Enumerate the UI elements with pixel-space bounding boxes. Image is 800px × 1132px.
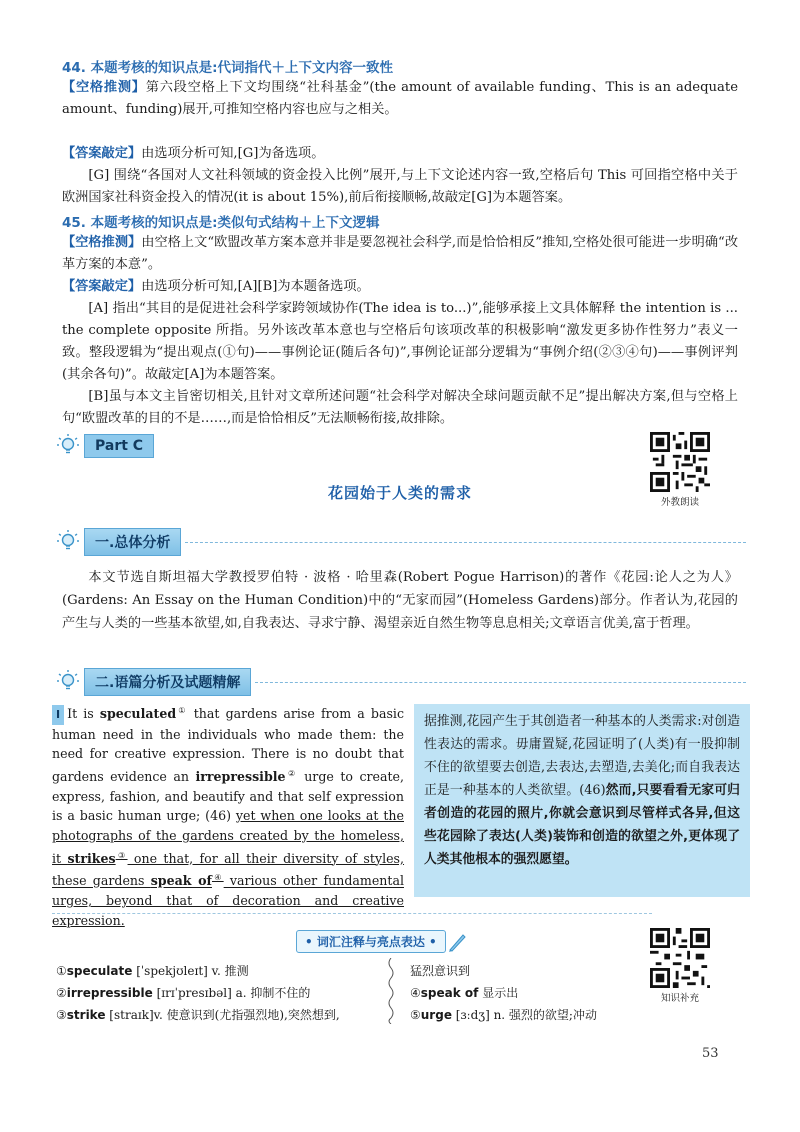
q45-guess-text: 由空格上文“欧盟改革方案本意并非是要忽视社会科学,而是恰恰相反”推知,空格处很可能进一步明确“改革方案的本意”。	[62, 235, 739, 272]
lightbulb-icon	[56, 433, 80, 459]
translation-question-46-text: 然而,只要看看无家可归者创造的花园的照片,你就会意识到尽管样式各异,但这些花园除了表达(人类)装饰和创造的欲望之外,更体现了人类其他根本的强烈愿望。	[424, 783, 740, 867]
passage-text: It is	[67, 706, 100, 722]
q45-answer-text: 由选项分析可知,[A][B]为本题备选项。	[141, 279, 370, 294]
page-number: 53	[702, 1046, 719, 1061]
q44-guess-paragraph	[62, 77, 738, 121]
part-c-header	[56, 433, 154, 459]
passage-text: that gardens arise from a basic human need in the individuals who made them: the need for creative expression. There is no doubt that gardens evidence an	[52, 706, 404, 785]
q44-explain-paragraph: [G] 围绕“各国对人文社科领域的资金投入比例”展开,与上下文论述内容一致,空格后句 This 可回指空格中关于欧洲国家社科资金投入的情况(it is about 15%),前后衔接顺畅,故敲定[G]为本题答案。	[62, 168, 738, 205]
q44-answer-tag: 【答案敲定】	[62, 146, 142, 161]
vocab-entry: ①speculate [ˈspekjʊleɪt] v. 推测	[56, 964, 249, 978]
underlined-question-46-text: yet when one looks at the photographs of the gardens created by the homeless, it	[52, 808, 404, 866]
part-c-label: Part C	[84, 434, 154, 458]
section-divider	[255, 682, 746, 683]
vocab-entry: ⑤urge [ɜːdʒ] n. 强烈的欲望;冲动	[410, 1008, 597, 1022]
section-discourse-analysis-label: 二.语篇分析及试题精解	[84, 668, 251, 696]
pen-icon	[446, 931, 468, 953]
q45-option-b-paragraph: [B]虽与本文主旨密切相关,且针对文章所述问题“社会科学对解决全球问题贡献不足”提出解决方案,但与空格上句“欧盟改革的目的不是……,而是恰恰相反”无法顺畅衔接,故排除。	[62, 389, 738, 426]
passage-text: urge to create, express, fashion, and beautify and that self expression is a basic human urge; (46)	[52, 769, 405, 824]
q45-guess-tag: 【空格推测】	[62, 235, 142, 250]
q44-guess-text: 第六段空格上下文均围绕“社科基金”(the amount of available funding、This is an adequate amount、funding)展开,可推知空格内容也应与之相关。	[62, 80, 738, 117]
underlined-question-46-text: one that, for all their diversity of styles, these gardens	[52, 850, 405, 889]
q45-heading: 45. 本题考核的知识点是:类似句式结构＋上下文逻辑	[62, 215, 380, 231]
q45-answer-paragraph	[62, 276, 738, 298]
q45-guess-paragraph	[62, 232, 738, 276]
chinese-translation-box	[414, 704, 750, 897]
vocab-entry-continuation: 猛烈意识到	[410, 964, 471, 978]
section-discourse-analysis-header	[56, 668, 746, 696]
vocab-header-label: • 词汇注释与亮点表达 •	[296, 930, 446, 953]
paragraph-number-badge: I	[52, 705, 64, 725]
vocab-word-strikes: strikes	[67, 850, 116, 866]
binding-squiggle-decoration	[386, 958, 396, 1024]
vocab-list-left	[56, 960, 386, 1026]
section-overall-analysis-header	[56, 528, 746, 556]
vocab-list-right	[410, 960, 640, 1026]
qr-caption-knowledge-supplement: 知识补充	[660, 993, 699, 1004]
q45-option-a-paragraph: [A] 指出“其目的是促进社会科学家跨领域协作(The idea is to...)”,能够承接上文具体解释 the intention is ... the complete opposite 所指。另外该改革本意也与空格后句该项改革的积极影响“激发更多协作性努力”表义一致。整段逻辑为“提出观点(①句)——事例论证(随后各句)”,事例论证部分逻辑为“事例介绍(②③④句)——事例评判(其余各句)”。故敲定[A]为本题答案。	[62, 301, 738, 382]
vocab-word-speculated: speculated	[99, 706, 177, 722]
vocab-entry: ②irrepressible [ɪrɪˈpresɪbəl] a. 抑制不住的	[56, 986, 311, 1000]
vocab-entry: ④speak of 显示出	[410, 986, 519, 1000]
q44-guess-tag: 【空格推测】	[62, 80, 146, 95]
q44-answer-text: 由选项分析可知,[G]为备选项。	[141, 146, 325, 161]
q44-answer-paragraph	[62, 143, 738, 165]
english-passage: I It is speculated① that gardens arise from a basic human need in the individuals who made them: the need for creative expression. There is no doubt that gardens evidence an irrepressible② urge to create, express, fashion, and beautify and that self expression is a basic human urge; (46) yet when one looks at the photographs of the gardens created by the homeless, it strikes③ one that, for all their diversity of styles, these gardens speak of④ various other fundamental urges, beyond that of decoration and creative expression.	[52, 706, 405, 928]
underlined-question-46-text: various other fundamental urges, beyond that of decoration and creative expression.	[52, 873, 404, 928]
section-overall-analysis-label: 一.总体分析	[84, 528, 181, 556]
qr-caption-read-aloud: 外教朗读	[660, 497, 699, 508]
section-divider	[185, 542, 746, 543]
divider-line	[52, 913, 652, 914]
vocab-header	[296, 930, 468, 953]
overall-analysis-paragraph: 本文节选自斯坦福大学教授罗伯特 · 波格 · 哈里森(Robert Pogue Harrison)的著作《花园:论人之为人》(Gardens: An Essay on the Human Condition)中的“无家而园”(Homeless Gardens)部分。作者认为,花园的产生与人类的一些基本欲望,如,自我表达、寻求宁静、渴望亲近自然生物等息息相关;文章语言优美,富于哲理。	[62, 570, 738, 631]
q45-answer-tag: 【答案敲定】	[62, 279, 142, 294]
article-title: 花园始于人类的需求	[327, 484, 472, 502]
q44-heading: 44. 本题考核的知识点是:代词指代＋上下文内容一致性	[62, 60, 394, 76]
vocab-word-irrepressible: irrepressible	[195, 769, 286, 785]
vocab-entry: ③strike [straɪk]v. 使意识到(尤指强烈地),突然想到,	[56, 1008, 340, 1022]
qr-code-icon[interactable]	[650, 928, 710, 988]
vocab-word-speak-of: speak of	[150, 873, 212, 889]
lightbulb-icon	[56, 529, 80, 555]
lightbulb-icon	[56, 669, 80, 695]
translation-text: 据推测,花园产生于其创造者一种基本的人类需求:对创造性表达的需求。毋庸置疑,花园证明了(人类)有一股抑制不住的欲望要去创造,去表达,去塑造,去美化;而自我表达正是一种基本的人类欲望。(46)	[424, 714, 740, 798]
